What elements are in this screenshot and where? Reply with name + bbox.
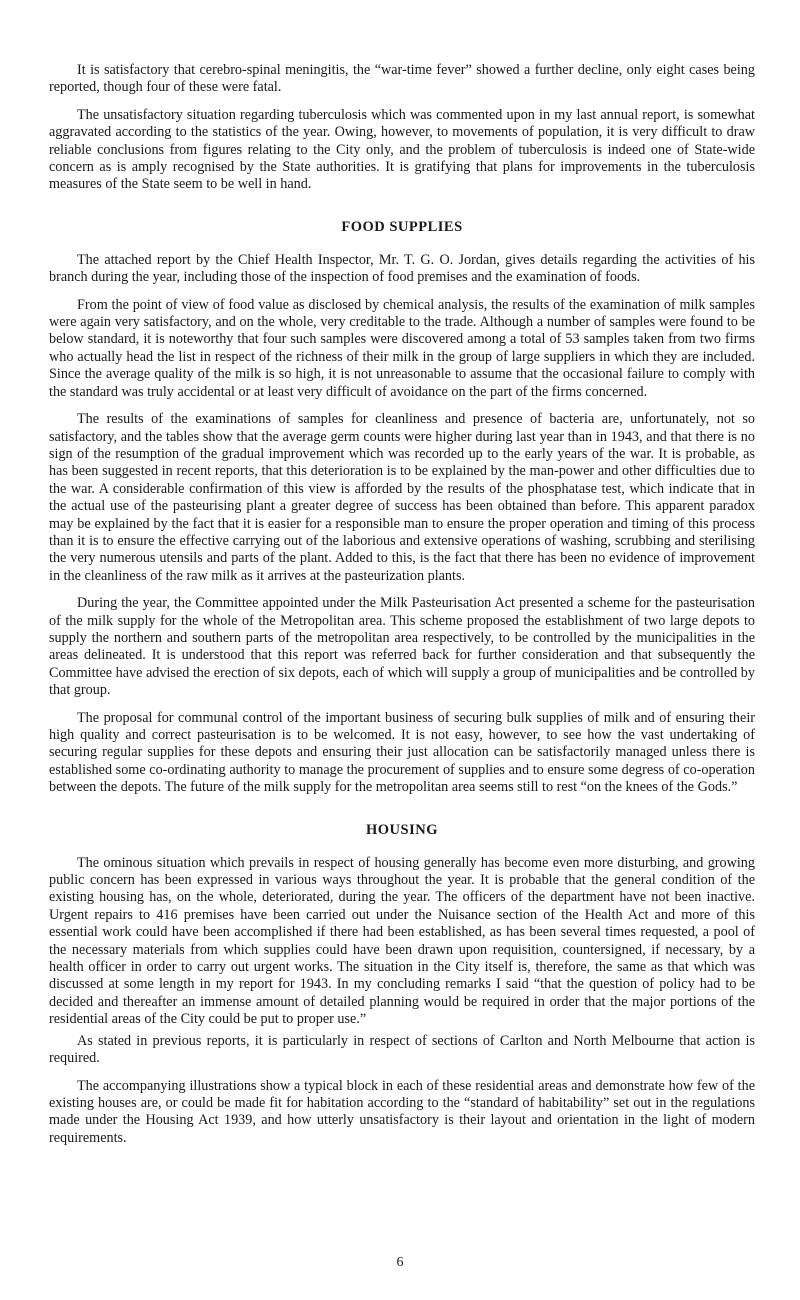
page-number: 6 (396, 1255, 404, 1270)
housing-situation-paragraph: The ominous situation which prevails in respect of housing generally has become even more disturbing, and growing public concern has been expressed in various ways throughout the year. It is probable that the general condition of the existing housing has, on the whole, deteriorated, during the year. The officers of the department have not been inactive. Urgent repairs to 416 premises have been carried out under the Nuisance section of the Health Act and more of this essential work could have been accomplished if there had been established, as has been several times requested, a pool of the necessary materials from which supplies could have been drawn upon requisition, countersigned, if necessary, by a health officer in order to carry out urgent works. The situation in the City itself is, therefore, the same as that which was discussed at some length in my report for 1943. In my concluding remarks I said “that the question of policy had to be decided and thereafter an immense amount of detailed planning would be required in order that the major portions of the residential areas of the City could be put to proper use.” (49, 854, 755, 1028)
health-inspector-paragraph: The attached report by the Chief Health Inspector, Mr. T. G. O. Jordan, gives details regarding the activities of his branch during the year, including those of the inspection of food premises and the examination of foods. (49, 251, 755, 286)
housing-heading: HOUSING (366, 821, 438, 838)
communal-control-paragraph: The proposal for communal control of the important business of securing bulk supplies of milk and of ensuring their high quality and correct pasteurisation is to be welcomed. It is not easy, however, to see how the vast undertaking of securing regular supplies for these depots and ensuring their just allocation can be satisfactorily managed unless there is established some co-ordinating authority to manage the procurement of supplies and to ensure some degress of co-operation between the depots. The future of the milk supply for the metropolitan area seems still to rest “on the knees of the Gods.” (49, 709, 755, 796)
illustrations-paragraph: The accompanying illustrations show a typical block in each of these residential areas and demonstrate how few of the existing houses are, or could be made fit for habitation according to the “standard of habitability” set out in the regulations made under the Housing Act 1939, and how utterly unsatisfactory is their layout and orientation in the light of modern requirements. (49, 1077, 755, 1146)
document-page (49, 62, 755, 1147)
milk-food-value-paragraph: From the point of view of food value as disclosed by chemical analysis, the results of the examination of milk samples were again very satisfactory, and on the whole, very creditable to the trade. Although a number of samples were found to be below standard, it is noteworthy that four such samples were discovered among a total of 53 samples taken from two firms who actually head the list in respect of the richness of their milk in the group of large suppliers in which they are included. Since the average quality of the milk is so high, it is not unreasonable to assume that the occasional failure to comply with the standard was truly accidental or at least very difficult of avoidance on the part of the firms concerned. (49, 296, 755, 400)
meningitis-paragraph: It is satisfactory that cerebro-spinal meningitis, the “war-time fever” showed a further decline, only eight cases being reported, though four of these were fatal. (49, 62, 755, 96)
milk-cleanliness-paragraph: The results of the examinations of samples for cleanliness and presence of bacteria are, unfortunately, not so satisfactory, and the tables show that the average germ counts were higher during last year than in 1943, and that there is no sign of the resumption of the gradual improvement which was recorded up to the early years of the war. It is probable, as has been suggested in recent reports, that this deterioration is to be explained by the man-power and other difficulties due to the war. A considerable confirmation of this view is afforded by the results of the phosphatase test, which indicate that in the actual use of the pasteurising plant a greater degree of success has been obtained than before. This apparent paradox may be explained by the fact that it is easier for a responsible man to ensure the proper operation and timing of this process than it is to ensure the effective carrying out of the laborious and extensive operations of washing, scrubbing and sterilising the very numerous utensils and parts of the plant. Added to this, is the fact that there has been no evidence of improvement in the cleanliness of the raw milk as it arrives at the pasteurization plants. (49, 411, 755, 584)
tuberculosis-paragraph: The unsatisfactory situation regarding tuberculosis which was commented upon in my last annual report, is somewhat aggravated according to the statistics of the year. Owing, however, to movements of population, it is very difficult to draw reliable conclusions from figures relating to the City only, and the problem of tuberculosis is indeed one of State-wide concern as is amply recognised by the State authorities. It is gratifying that plans for improvements in the tuberculosis measures of the State seem to be well in hand. (49, 106, 755, 193)
pasteurisation-scheme-paragraph: During the year, the Committee appointed under the Milk Pasteurisation Act presented a scheme for the pasteurisation of the milk supply for the whole of the Metropolitan area. This scheme proposed the establishment of two large depots to supply the northern and southern parts of the metropolitan area respectively, to be controlled by the municipalities in the areas delineated. It is understood that this report was referred back for further consideration and that subsequently the Committee have advised the erection of six depots, each of which will supply a group of municipalities and be controlled by that group. (49, 595, 755, 699)
carlton-north-melbourne-paragraph: As stated in previous reports, it is particularly in respect of sections of Carlton and North Melbourne that action is required. (49, 1032, 755, 1067)
food-supplies-heading: FOOD SUPPLIES (341, 218, 463, 235)
